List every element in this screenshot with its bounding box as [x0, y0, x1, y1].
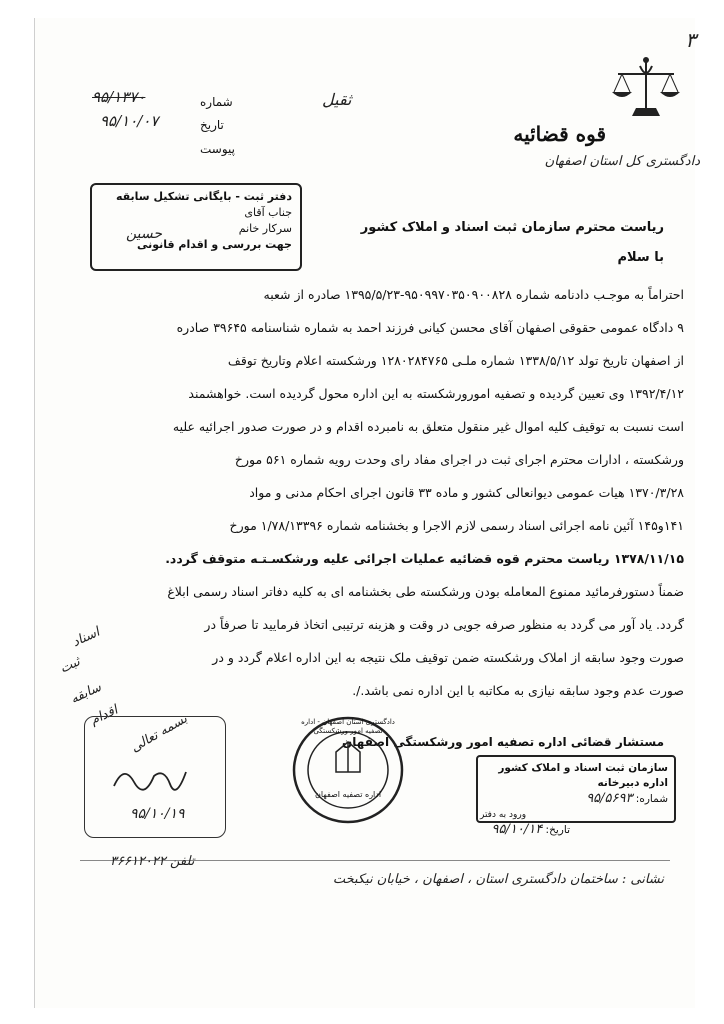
court-name: دادگستری کل استان اصفهان [544, 154, 700, 169]
reg-number-value: ۹۵/۵۶۹۳ [586, 791, 633, 806]
body-line: احتراماً به موجـب دادنامه شماره ۹۵۰۹۹۷۰۳۵۰۹۰۰۸۲۸-۱۳۹۵/۵/۲۳ صادره از شعبه [263, 287, 684, 302]
stamp-line-3: جهت بررسی و اقدام قانونی [136, 238, 292, 251]
body-line: ۹ دادگاه عمومی حقوقی اصفهان آقای محسن کیانی فرزند احمد به شماره شناسنامه ۳۹۶۴۵ صادره [176, 320, 684, 335]
seal-ring-text: دادگستری استان اصفهان - اداره تصفیه امور ورشکستگی [301, 718, 395, 735]
body-line: ۱۳۷۰/۳/۲۸ هیات عمومی دیوانعالی کشور و ماده ۳۳ قانون اجرای احکام مدنی و مواد [249, 485, 684, 500]
authority-name: قوه قضائیه [513, 122, 606, 146]
date-value: ۹۵/۱۰/۰۷ [100, 112, 159, 130]
reg-date-value: ۹۵/۱۰/۱۴ [491, 822, 543, 837]
body-line: گردد. یاد آور می گردد به منظور صرفه جویی در وقت و هزینه ترتیبی اتخاذ فرمایید تا صرفاً در [204, 617, 684, 632]
date-label: تاریخ [200, 118, 224, 132]
footer-address: نشانی : ساختمان دادگستری استان ، اصفهان ، خیابان نیکبخت [332, 872, 664, 887]
number-value: ۹۵/۱۳۷۰ [92, 88, 146, 106]
judiciary-emblem-icon [606, 50, 686, 130]
body-line: صورت وجود سابقه از املاک ورشکسته ضمن توقیف ملک نتیجه به این اداره اعلام گردد و در [212, 650, 684, 665]
reg-date-label: تاریخ [549, 824, 570, 836]
handwritten-seal-note: ثقیل [322, 90, 352, 109]
body-line: ۱۴۱و۱۴۵ آئین نامه اجرائی اسناد رسمی لازم الاجرا و بخشنامه شماره ۱/۷۸/۱۳۳۹۶ مورخ [229, 518, 684, 533]
reg-number-label: شماره [639, 793, 668, 805]
attachment-label: پیوست [200, 142, 235, 156]
reg-dept: اداره دبیرخانه [597, 777, 668, 789]
greeting: با سلام [617, 250, 664, 265]
signatory: مستشار قضائی اداره تصفیه امور ورشکستگی اصفهان [342, 735, 664, 749]
registry-stamp-box [90, 183, 302, 271]
body-line: صورت عدم وجود سابقه نیازی به مکاتبه با این اداره نمی باشد./. [352, 683, 684, 698]
body-line: از اصفهان تاریخ تولد ۱۳۳۸/۵/۱۲ شماره ملـی ۱۲۸۰۲۸۴۷۶۵ ورشکسته اعلام وتاریخ توقف [227, 353, 684, 368]
page-number: ۳ [685, 28, 696, 52]
body-line: ورشکسته ، ادارات محترم اجرای ثبت در اجرای مفاد رای وحدت رویه شماره ۵۶۱ مورخ [234, 452, 684, 467]
reg-number-row: شماره: ۹۵/۵۶۹۳ [586, 791, 668, 806]
margin-note-1: اسناد [70, 624, 103, 651]
stamp-line-2: سرکار خانم [238, 222, 292, 235]
reg-entry-label: ورود به دفتر [480, 810, 527, 820]
margin-note-2: ثبت [57, 654, 83, 677]
signature-box-text: بسمه تعالی [128, 711, 191, 756]
signature-scribble-icon [110, 760, 190, 796]
recipient: ریاست محترم سازمان ثبت اسناد و املاک کشور [360, 220, 664, 235]
signature-box-date: ۹۵/۱۰/۱۹ [130, 806, 185, 822]
reg-org: سازمان ثبت اسناد و املاک کشور [498, 762, 668, 774]
body-line: است نسبت به توقیف کلیه اموال غیر منقول متعلق به نامبرده اقدام و در صورت صدور اجرائیه علیه [172, 419, 684, 434]
reg-date-row: تاریخ: ۹۵/۱۰/۱۴ [491, 822, 570, 837]
stamp-handwriting: حسین [126, 226, 163, 242]
stamp-line-1: جناب آقای [244, 206, 292, 219]
margin-note-3: سابقه [68, 679, 104, 708]
body-line: ۱۳۷۸/۱۱/۱۵ ریاست محترم قوه قضائیه عملیات اجرائی علیه ورشکسـتـه متوقف گردد. [165, 551, 684, 566]
body-line: ضمناً دستورفرمائید ممنوع المعامله بودن ورشکسته طی بخشنامه ای به کلیه دفاتر اسناد رسمی ابلاغ [167, 584, 684, 599]
seal-center-text: اداره تصفیه اصفهان [314, 790, 382, 799]
stamp-office: دفتر ثبت - بایگانی تشکیل سابقه [115, 190, 292, 203]
number-label: شماره [200, 95, 233, 109]
margin-note-4: اقدام [88, 702, 121, 729]
body-line: ۱۳۹۲/۴/۱۲ وی تعیین گردیده و تصفیه امورورشکسته به این اداره محول گردیده است. خواهشمند [188, 386, 684, 401]
footer-phone: تلفن ۳۶۶۱۲۰۲۲ [110, 854, 195, 869]
